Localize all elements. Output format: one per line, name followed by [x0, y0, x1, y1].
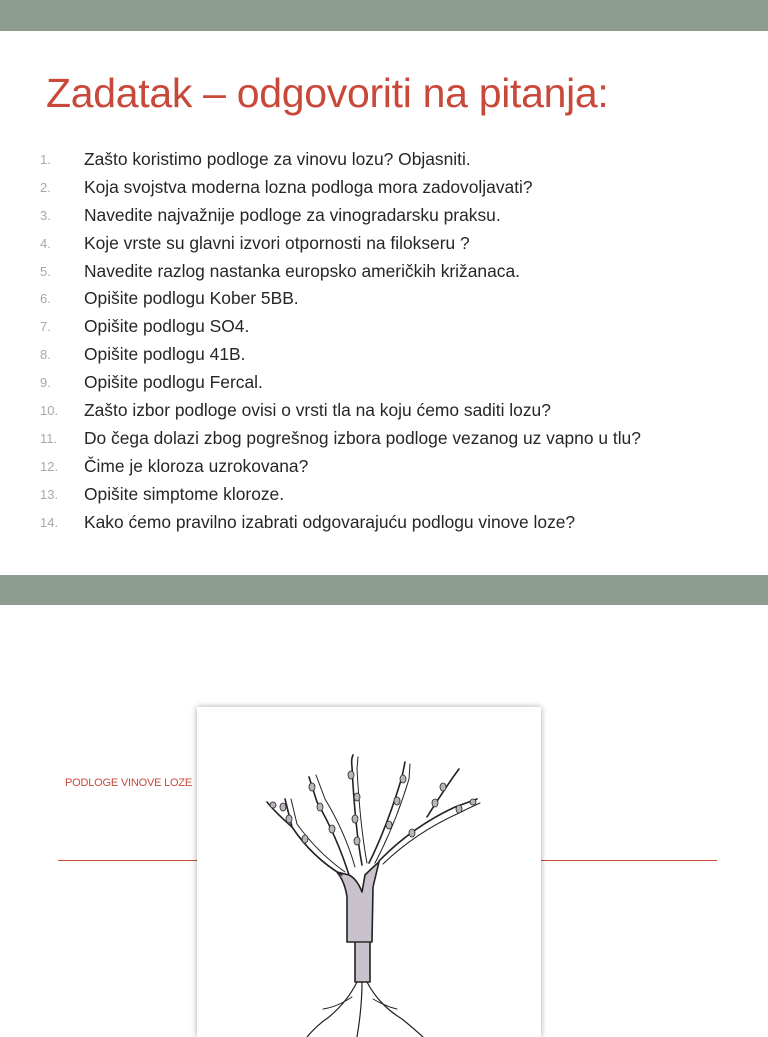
slide-rootstocks [0, 605, 768, 1024]
slide-title: Zadatak – odgovoriti na pitanja: [46, 70, 609, 116]
question-text: Do čega dolazi zbog pogrešnog izbora podloge vezanog uz vapno u tlu? [84, 427, 641, 448]
question-text: Opišite podlogu Kober 5BB. [84, 288, 299, 309]
question-text: Koje vrste su glavni izvori otpornosti na filokseru ? [84, 232, 470, 253]
question-number: 4. [40, 235, 51, 251]
question-text: Zašto izbor podloge ovisi o vrsti tla na koju ćemo saditi lozu? [84, 400, 551, 421]
question-number: 11. [40, 430, 58, 446]
question-number: 13. [40, 486, 59, 502]
question-text: Opišite podlogu Fercal. [84, 372, 263, 393]
slide-questions [0, 31, 768, 575]
question-number: 8. [40, 347, 51, 363]
question-number: 3. [40, 207, 51, 223]
question-text: Kako ćemo pravilno izabrati odgovarajuću podlogu vinove loze? [84, 511, 576, 532]
question-number: 12. [40, 458, 59, 474]
question-text: Opišite simptome kloroze. [84, 483, 285, 504]
grapevine-drawing [197, 707, 541, 1037]
slide-title-small: PODLOGE VINOVE LOZE [65, 777, 193, 789]
question-number: 5. [40, 263, 51, 279]
title-underline-right [540, 860, 717, 861]
question-number: 1. [40, 152, 51, 167]
question-number: 14. [40, 514, 59, 530]
question-text: Opišite podlogu SO4. [84, 316, 250, 337]
question-number: 10. [40, 403, 59, 419]
grapevine-image [197, 707, 541, 1037]
slide-separator-middle [0, 575, 768, 605]
question-text: Zašto koristimo podloge za vinovu lozu? Objasniti. [84, 149, 471, 169]
question-text: Navedite razlog nastanka europsko američkih križanaca. [84, 260, 520, 281]
question-text: Čime je kloroza uzrokovana? [84, 455, 309, 476]
question-text: Koja svojstva moderna lozna podloga mora zadovoljavati? [84, 176, 533, 197]
title-underline-left [58, 860, 198, 861]
question-text: Navedite najvažnije podloge za vinogradarsku praksu. [84, 204, 501, 225]
question-number: 9. [40, 375, 51, 391]
question-number: 7. [40, 319, 51, 335]
question-number: 2. [40, 179, 51, 195]
question-number: 6. [40, 291, 51, 307]
question-text: Opišite podlogu 41B. [84, 344, 246, 365]
slide-separator-top [0, 0, 768, 31]
